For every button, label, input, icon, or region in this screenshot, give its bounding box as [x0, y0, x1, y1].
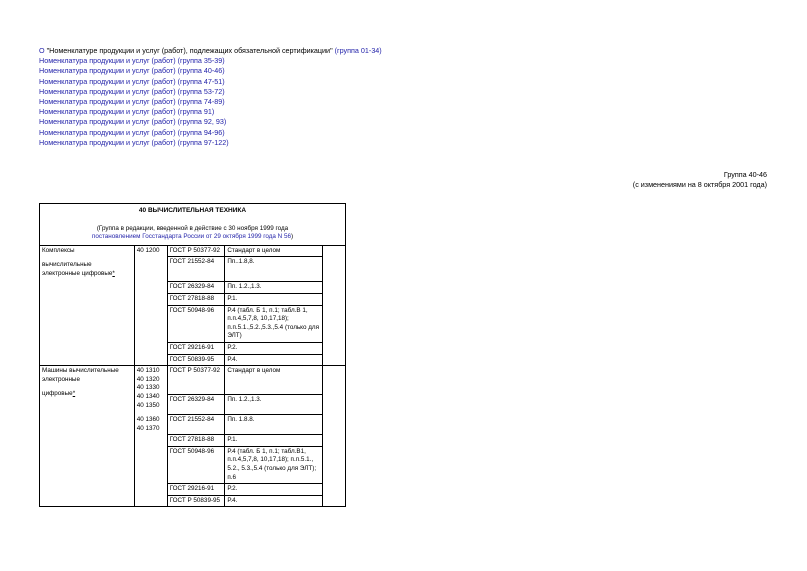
empty-cell	[323, 366, 346, 507]
gost-cell: ГОСТ Р 50377-92	[167, 245, 225, 257]
gost-cell: ГОСТ 26329-84	[167, 395, 225, 415]
text-line: 40 1370	[136, 424, 160, 432]
related-doc-link[interactable]: Номенклатура продукции и услуг (работ) (группа 94-96)	[39, 127, 225, 137]
points-cell: Р.2.	[225, 484, 323, 496]
points-cell: Пп..1.8,8.	[225, 257, 323, 282]
changes-note: (с изменениями на 8 октября 2001 года)	[632, 180, 767, 189]
related-documents-list	[39, 46, 382, 148]
related-doc-link[interactable]: Номенклатура продукции и услуг (работ) (группа 91)	[39, 107, 215, 117]
gost-cell: ГОСТ 29216-91	[167, 484, 225, 496]
table-row	[40, 366, 346, 395]
group-number: Группа 40-46	[723, 170, 767, 179]
table-title: 40 ВЫЧИСЛИТЕЛЬНАЯ ТЕХНИКА	[138, 207, 247, 214]
text-line: 40 1310	[136, 367, 160, 375]
gost-cell: ГОСТ 29216-91	[167, 342, 225, 354]
text-line: 40 1350	[136, 401, 160, 409]
points-cell: Стандарт в целом	[225, 245, 323, 257]
table-caption-row	[40, 204, 346, 246]
related-doc-link[interactable]: Номенклатура продукции и услуг (работ) (группа 53-72)	[39, 86, 225, 96]
related-doc-link[interactable]: Номенклатура продукции и услуг (работ) (группа 47-51)	[39, 76, 225, 86]
gost-cell: ГОСТ 27818-88	[167, 293, 225, 305]
standards-table	[39, 203, 346, 507]
gost-cell: ГОСТ 27818-88	[167, 435, 225, 447]
code-cell	[134, 366, 167, 507]
empty-cell	[323, 245, 346, 365]
gost-cell: ГОСТ 50948-96	[167, 305, 225, 342]
related-doc-link[interactable]: О "Номенклатуре продукции и услуг (работ), подлежащих обязательной сертификации" (группа 01-34)	[39, 46, 382, 55]
table-row	[40, 245, 346, 257]
points-cell: Р.2.	[225, 342, 323, 354]
group-header	[633, 170, 767, 190]
points-cell: Р.4.	[225, 495, 323, 507]
text-line: (Группа в редакции, введенной в действие с 30 ноября 1999 года	[96, 224, 289, 232]
text-line: цифровые*	[42, 390, 76, 398]
points-cell: Пп. 1.2.,1.3.	[225, 395, 323, 415]
gost-cell: ГОСТ 21552-84	[167, 415, 225, 435]
gost-cell: ГОСТ 21552-84	[167, 257, 225, 282]
text-line: 40 1360	[136, 416, 160, 424]
related-doc-link[interactable]: Номенклатура продукции и услуг (работ) (группа 40-46)	[39, 66, 225, 76]
text-line: 40 1320	[136, 375, 160, 383]
points-cell: Р.1.	[225, 293, 323, 305]
product-cell	[40, 366, 135, 507]
text-line: вычислительные	[42, 261, 92, 269]
text-line: Машины вычислительные	[42, 367, 119, 375]
text-line: 40 1340	[136, 392, 160, 400]
gost-cell: ГОСТ Р 50377-92	[167, 366, 225, 395]
related-doc-link[interactable]: Номенклатура продукции и услуг (работ) (группа 35-39)	[39, 56, 225, 66]
points-cell: Пп. 1.8.8.	[225, 415, 323, 435]
points-cell: Р.4 (табл. Б 1, п.1; табл.В 1, п.п.4,5,7,8, 10,17,18); п.п.5.1.,5.2.,5.3.,5.4 (только для ЭЛТ)	[225, 305, 323, 342]
points-cell: Стандарт в целом	[225, 366, 323, 395]
footnote-mark[interactable]: *	[112, 269, 115, 277]
table-note: (Группа в редакции, введенной в действие с 30 ноября 1999 года постановлением Госстандарта России от 29 октября 1999 года N 56)	[42, 225, 343, 242]
text-line: электронные цифровые*	[42, 269, 115, 277]
points-cell: Р.1.	[225, 435, 323, 447]
text-line: 40 1330	[136, 384, 160, 392]
gost-cell: ГОСТ Р 50839-95	[167, 495, 225, 507]
related-doc-link[interactable]: Номенклатура продукции и услуг (работ) (группа 74-89)	[39, 97, 225, 107]
footnote-mark[interactable]: *	[72, 390, 76, 398]
product-cell	[40, 245, 135, 365]
gost-cell: ГОСТ 50839-95	[167, 354, 225, 366]
points-cell: Пп. 1.2.,1.3.	[225, 282, 323, 294]
points-cell: Р.4.	[225, 354, 323, 366]
gost-cell: ГОСТ 26329-84	[167, 282, 225, 294]
points-cell: Р.4 (табл. Б 1, п.1; табл.В1, п.п.4,5,7,8, 10,17,18); п.п.5.1., 5.2., 5.3.,5.4 (только для ЭЛТ); п.6	[225, 446, 323, 483]
code-cell: 40 1200	[134, 245, 167, 365]
text-line: электронные	[42, 375, 80, 383]
gost-cell: ГОСТ 50948-96	[167, 446, 225, 483]
gost-cell	[40, 204, 346, 246]
related-doc-link[interactable]: Номенклатура продукции и услуг (работ) (группа 92, 93)	[39, 117, 227, 127]
related-doc-link[interactable]: Номенклатура продукции и услуг (работ) (группа 97-122)	[39, 137, 229, 147]
text-line: Комплексы	[42, 246, 75, 254]
decree-link[interactable]: постановлением Госстандарта России от 29 октября 1999 года N 56	[91, 233, 291, 241]
